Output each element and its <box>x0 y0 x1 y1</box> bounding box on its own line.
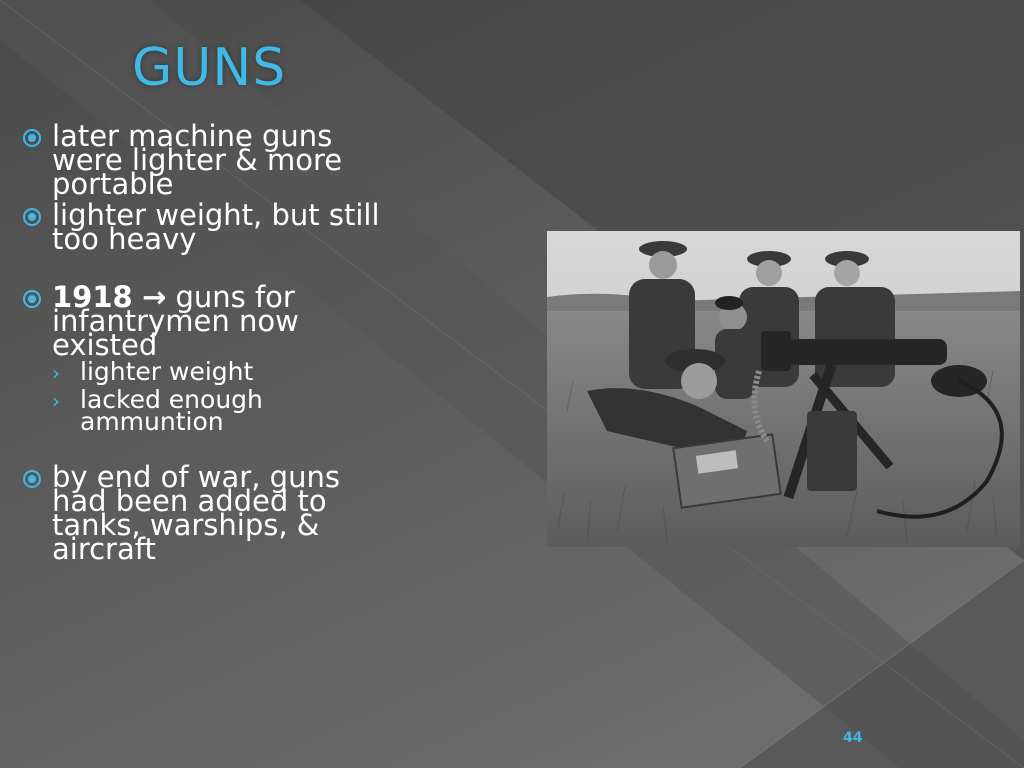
bullet-text-line: portable <box>52 167 174 201</box>
sub-bullet-item <box>52 385 422 436</box>
bullet-item <box>22 119 422 201</box>
bullet-text-line: lighter weight, but still <box>52 198 380 232</box>
soldiers-machine-gun-photo <box>547 231 1020 547</box>
bullet-text-line: were lighter & more <box>52 143 343 177</box>
bullet-text-line: had been added to <box>52 484 327 518</box>
bullet-item <box>22 280 422 436</box>
bullet-item <box>22 460 422 566</box>
bullet-text-line: aircraft <box>52 532 156 566</box>
bullet-list <box>22 119 422 566</box>
bullet-text-line: later machine guns <box>52 119 333 153</box>
year-label: 1918 <box>52 280 133 314</box>
page-number: 44 <box>843 730 863 746</box>
bullet-text-line: infantrymen now <box>52 304 299 338</box>
slide-title: GUNS <box>132 38 287 98</box>
arrow-right-icon: → <box>141 280 167 314</box>
bullet-text-line: tanks, warships, & <box>52 508 320 542</box>
bullet-text-line: by end of war, guns <box>52 460 340 494</box>
bullet-text-line: existed <box>52 328 158 362</box>
circle-dot-icon <box>22 289 42 309</box>
circle-dot-icon <box>22 207 42 227</box>
sub-bullet-text-line: lacked enough <box>80 385 263 414</box>
sub-bullet-text-line: ammuntion <box>80 407 224 436</box>
sub-bullet-item <box>52 357 422 386</box>
circle-dot-icon <box>22 128 42 148</box>
chevron-right-icon: › <box>52 389 60 413</box>
bullet-item <box>22 198 422 256</box>
bullet-text-line: too heavy <box>52 222 197 256</box>
bullet-text-fragment: guns for <box>166 280 295 314</box>
circle-dot-icon <box>22 469 42 489</box>
chevron-right-icon: › <box>52 361 60 385</box>
sub-bullet-text-line: lighter weight <box>80 357 254 386</box>
